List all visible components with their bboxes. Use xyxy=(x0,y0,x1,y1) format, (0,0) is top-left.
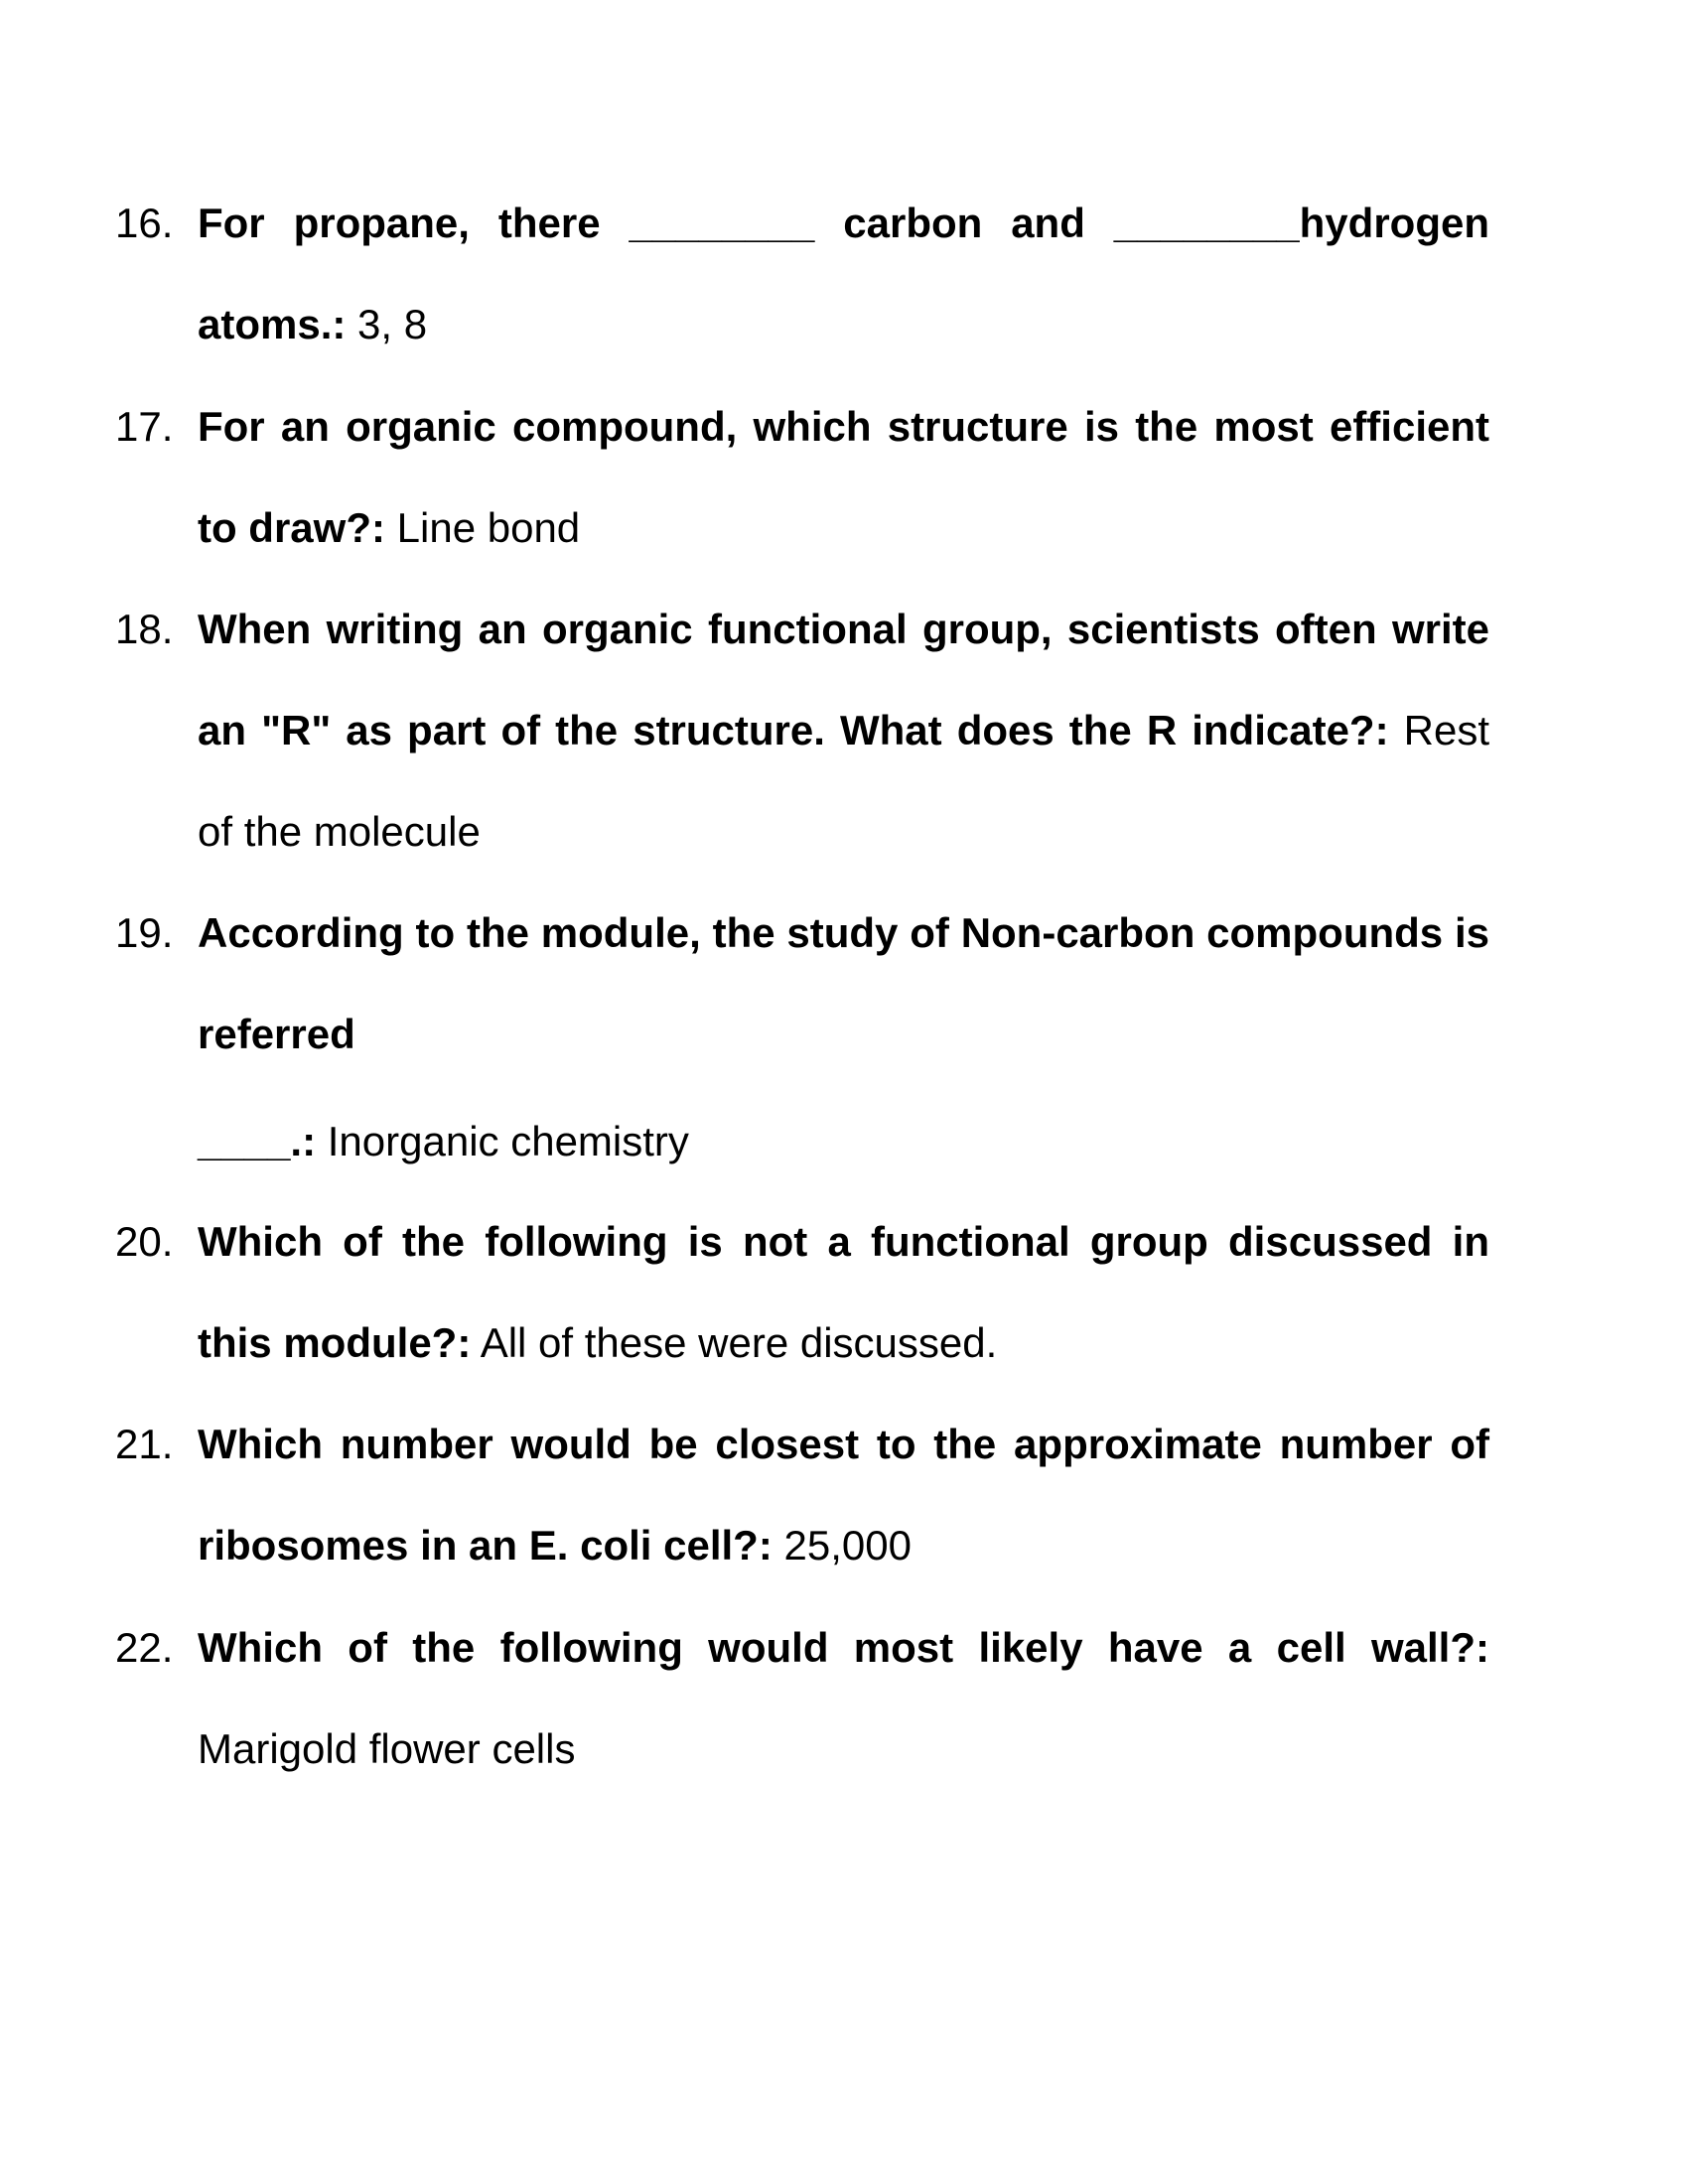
question-item-19 xyxy=(115,883,1489,1192)
question-body xyxy=(198,376,1489,579)
question-item-16 xyxy=(115,173,1489,375)
question-text: Which of the following is not a functional group discussed in this module?: xyxy=(198,1218,1489,1366)
question-number: 21. xyxy=(115,1421,174,1467)
answer-text: All of these were discussed. xyxy=(480,1319,998,1366)
question-body xyxy=(198,1394,1489,1596)
question-item-22 xyxy=(115,1597,1489,1800)
answer-text: 25,000 xyxy=(783,1522,912,1569)
question-text: When writing an organic functional group, scientists often write an "R" as part of the structure. What does the R indicate?: xyxy=(198,606,1489,753)
question-text: For propane, there ________ carbon and ________hydrogen atoms.: xyxy=(198,200,1489,347)
answer-text: 3, 8 xyxy=(357,301,428,347)
answer-text: Line bond xyxy=(396,504,581,551)
question-item-20 xyxy=(115,1191,1489,1394)
answer-blank: ____.: xyxy=(198,1118,317,1164)
question-item-18 xyxy=(115,579,1489,883)
question-text: Which number would be closest to the approximate number of ribosomes in an E. coli cell?: xyxy=(198,1421,1489,1569)
question-number: 16. xyxy=(115,200,174,246)
question-body xyxy=(198,1597,1489,1800)
question-text: According to the module, the study of Non-carbon compounds is referred xyxy=(198,909,1489,1057)
question-body xyxy=(198,1191,1489,1394)
question-text: For an organic compound, which structure is the most efficient to draw?: xyxy=(198,403,1489,551)
question-body xyxy=(198,173,1489,375)
question-continuation xyxy=(198,1091,1489,1192)
question-text: Which of the following would most likely have a cell wall?: xyxy=(198,1624,1489,1671)
question-number: 22. xyxy=(115,1624,174,1671)
question-body xyxy=(198,883,1489,1085)
question-item-17 xyxy=(115,376,1489,579)
question-number: 18. xyxy=(115,606,174,652)
answer-text: Inorganic chemistry xyxy=(327,1118,689,1164)
question-item-21 xyxy=(115,1394,1489,1596)
question-number: 17. xyxy=(115,403,174,450)
answer-text: Rest of the molecule xyxy=(198,707,1489,855)
question-number: 20. xyxy=(115,1218,174,1265)
question-number: 19. xyxy=(115,909,174,956)
answer-text: Marigold flower cells xyxy=(198,1725,576,1772)
question-body xyxy=(198,579,1489,883)
